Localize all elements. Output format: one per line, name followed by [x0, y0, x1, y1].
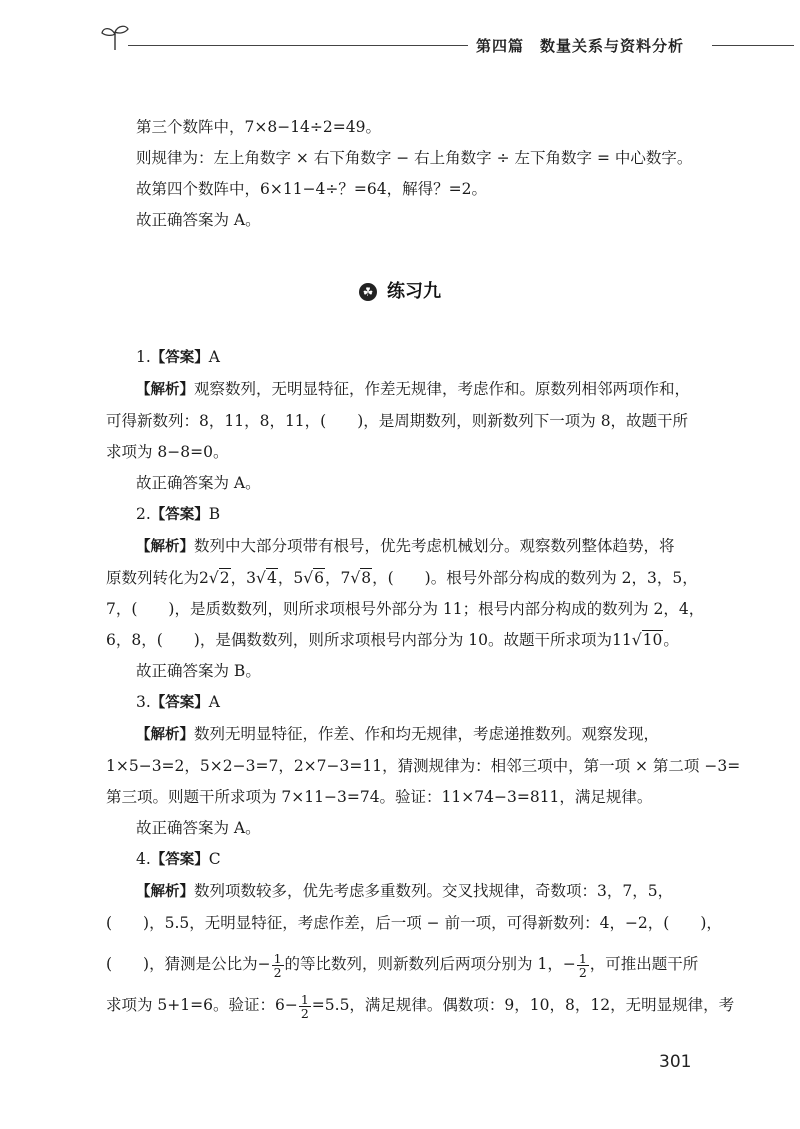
- analysis-text: ，( )。根号外部分构成的数列为 2，3，5，: [372, 569, 698, 587]
- analysis-line: 原数列转化为2√2，3√4，5√6，7√8，( )。根号外部分构成的数列为 2，3，5，: [106, 569, 698, 587]
- analysis-text: ，可推出题干所: [589, 955, 699, 973]
- answers-body: [106, 342, 741, 1021]
- radical-term: 3√4: [246, 569, 277, 587]
- analysis-text: 数列中大部分项带有根号，优先考虑机械划分。观察数列整体趋势，将: [194, 537, 675, 555]
- answer-header: [106, 499, 698, 531]
- analysis-label: 【解析】: [136, 539, 194, 555]
- radical-coef: 3: [246, 569, 257, 587]
- answer-value: B: [208, 505, 221, 523]
- radicand: 8: [361, 569, 372, 587]
- section-title: 练习九: [387, 281, 441, 302]
- analysis-line: [106, 719, 698, 751]
- analysis-text: 求项为 5+1=6。验证：6−: [106, 996, 298, 1014]
- fraction-denominator: 2: [273, 964, 282, 980]
- radical-coef: 2: [199, 569, 209, 587]
- radical-term: 7√8: [340, 569, 372, 587]
- intro-line: 故正确答案为 A。: [136, 211, 261, 229]
- answer-header: [106, 342, 698, 374]
- analysis-label: 【解析】: [136, 727, 194, 743]
- answer-header: [106, 844, 698, 876]
- intro-line: 故第四个数阵中，6×11−4÷？=64，解得？=2。: [136, 180, 487, 198]
- radicand: 10: [642, 631, 663, 649]
- conclusion-line: 故正确答案为 B。: [136, 662, 261, 680]
- answer-value: A: [208, 693, 220, 711]
- fraction: [272, 952, 284, 979]
- analysis-text: 数列项数较多，优先考虑多重数列。交叉找规律，奇数项：3，7，5，: [194, 882, 674, 900]
- radical-term: 11√10: [611, 631, 663, 649]
- analysis-text: 观察数列，无明显特征，作差无规律，考虑作和。原数列相邻两项作和，: [194, 380, 691, 398]
- analysis-line: [106, 625, 698, 656]
- fraction: [577, 952, 589, 979]
- section-heading: [0, 277, 800, 303]
- analysis-line: ( )，5.5，无明显特征，考虑作差，后一项 − 前一项，可得新数列：4，−2，( )，: [106, 914, 722, 932]
- question-number: 4.: [136, 850, 151, 868]
- analysis-label: 【解析】: [136, 382, 194, 398]
- conclusion-line: 故正确答案为 A。: [136, 474, 261, 492]
- analysis-line: 第三项。则题干所求项为 7×11−3=74。验证：11×74−3=811，满足规律。: [106, 788, 653, 806]
- answer-label: 【答案】: [150, 507, 209, 523]
- question-number: 2.: [136, 505, 151, 523]
- analysis-line: 可得新数列：8，11，8，11，( )，是周期数列，则新数列下一项为 8，故题干所: [106, 412, 689, 430]
- radical-coef: 11: [611, 631, 632, 649]
- radical-term: 2√2: [199, 569, 230, 587]
- sprout-icon: [100, 22, 130, 52]
- radical-coef: 7: [340, 569, 351, 587]
- fraction-numerator: 1: [273, 950, 282, 966]
- header-chapter: 数量关系与资料分析: [540, 37, 685, 55]
- analysis-line: 求项为 8−8=0。: [106, 443, 229, 461]
- conclusion-line: 故正确答案为 A。: [136, 819, 261, 837]
- question-number: 3.: [136, 693, 151, 711]
- header-rule-right: [712, 45, 794, 46]
- fraction-denominator: 2: [300, 1005, 309, 1021]
- answer-label: 【答案】: [150, 852, 209, 868]
- radicand: 6: [314, 569, 324, 587]
- fraction-denominator: 2: [578, 964, 587, 980]
- analysis-line: [106, 876, 698, 908]
- radicand: 4: [266, 569, 277, 587]
- analysis-label: 【解析】: [136, 884, 194, 900]
- analysis-text: 6，8，( )，是偶数数列，则所求项根号内部分为 10。故题干所求项为: [106, 631, 612, 649]
- header-part: 第四篇: [476, 37, 525, 55]
- intro-line: 则规律为：左上角数字 × 右下角数字 − 右上角数字 ÷ 左下角数字 = 中心数字。: [136, 149, 693, 167]
- answer-value: A: [208, 348, 220, 366]
- radical-term: 5√6: [293, 569, 324, 587]
- clover-icon: ☘: [359, 283, 377, 301]
- analysis-text: ( )，猜测是公比为−: [106, 955, 271, 973]
- header-rule-left: [128, 45, 468, 46]
- question-number: 1.: [136, 348, 151, 366]
- analysis-text: 原数列转化为: [106, 569, 200, 587]
- answer-label: 【答案】: [150, 350, 209, 366]
- running-header: [476, 35, 684, 56]
- intro-line: 第三个数阵中，7×8−14÷2=49。: [136, 118, 381, 136]
- radicand: 2: [219, 569, 230, 587]
- intro-block: [106, 112, 698, 236]
- analysis-text: =5.5，满足规律。偶数项：9，10，8，12，无明显规律，考: [311, 996, 735, 1014]
- analysis-text: 。: [663, 631, 679, 649]
- analysis-line: [106, 990, 735, 1021]
- page-number: 301: [659, 1052, 692, 1072]
- answer-label: 【答案】: [150, 695, 209, 711]
- radical-coef: 5: [293, 569, 304, 587]
- analysis-text: 的等比数列，则新数列后两项分别为 1，−: [284, 955, 576, 973]
- analysis-line: [106, 374, 698, 406]
- analysis-line: [106, 949, 698, 980]
- fraction-numerator: 1: [578, 950, 587, 966]
- analysis-text: 数列无明显特征，作差、作和均无规律，考虑递推数列。观察发现，: [194, 725, 660, 743]
- fraction: [299, 993, 311, 1020]
- analysis-line: 1×5−3=2，5×2−3=7，2×7−3=11，猜测规律为：相邻三项中，第一项 × 第二项 −3=: [106, 757, 741, 775]
- fraction-numerator: 1: [300, 991, 309, 1007]
- answer-value: C: [208, 850, 221, 868]
- analysis-line: [106, 531, 698, 563]
- analysis-line: 7，( )，是质数数列，则所求项根号外部分为 11；根号内部分构成的数列为 2，4，: [106, 600, 705, 618]
- answer-header: [106, 687, 698, 719]
